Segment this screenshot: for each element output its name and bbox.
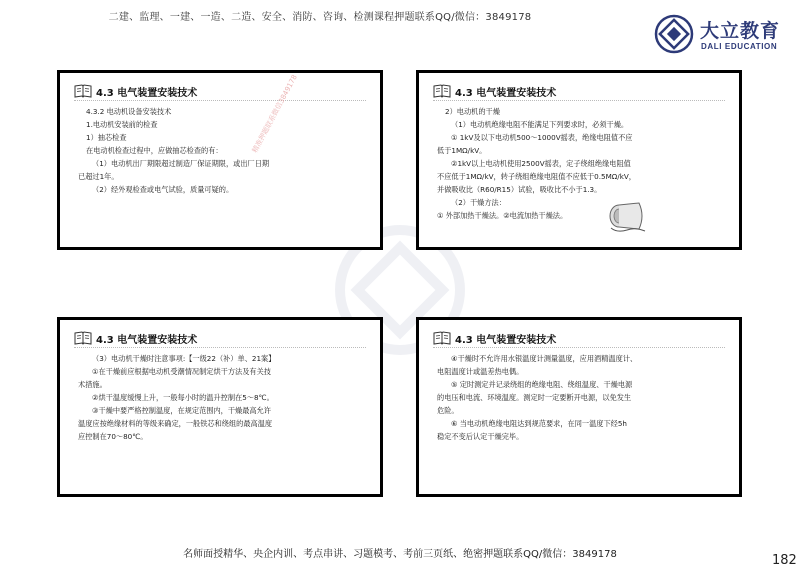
slide-body [437, 352, 729, 443]
slide-card-2 [416, 70, 742, 250]
text-line: ①在干燥前应根据电动机受潮情况制定烘干方法及有关技 [92, 367, 271, 376]
text-line: 应控制在70～80℃。 [78, 432, 148, 441]
text-line: （1）电动机出厂期限超过制造厂保证期限，或出厂日期 [92, 159, 270, 168]
text-line: ① 外部加热干燥法。②电流加热干燥法。 [437, 211, 568, 220]
dali-logo-icon [654, 14, 694, 54]
logo-chinese-name: 大立教育 [700, 20, 781, 42]
slide-divider [433, 347, 725, 348]
text-line: 危险。 [437, 406, 459, 415]
text-line: ① 1kV及以下电动机500～1000V摇表，绝缘电阻值不应 [451, 133, 633, 142]
slide-divider [74, 347, 366, 348]
slide-title: 4.3 电气装置安装技术 [455, 334, 557, 346]
slide-card-4 [416, 317, 742, 497]
text-line: 1）抽芯检查 [86, 133, 127, 142]
slide-header [74, 330, 197, 346]
text-line: 并做吸收比（R60/R15）试验，吸收比不小于1.3。 [437, 185, 602, 194]
text-line: ②1kV以上电动机使用2500V摇表，定子绕组绝缘电阻值 [451, 159, 631, 168]
text-line: 温度应按绝缘材料的等级来确定，一般铁芯和绕组的最高温度 [78, 419, 273, 428]
text-line: 1.电动机安装前的检查 [86, 120, 158, 129]
text-line: ⑤ 定时测定并记录绕组的绝缘电阻、绕组温度、干燥电源 [451, 380, 633, 389]
slide-header [433, 330, 556, 346]
watermark-text: 精准押题联系微信3849178 [250, 73, 299, 155]
page-number: 182 [772, 553, 797, 568]
text-line: （2）干燥方法： [451, 198, 506, 207]
logo [654, 14, 784, 58]
bottom-banner: 名师面授精华、央企内训、考点串讲、习题模考、考前三页纸、绝密押题联系QQ/微信：3849178 [183, 549, 617, 560]
text-line: ②烘干温度缓慢上升，一般每小时的温升控制在5～8℃。 [92, 393, 274, 402]
text-line: （3）电动机干燥时注意事项:【一级22（补）单、21案】 [92, 354, 276, 363]
motor-drying-illustration-icon [605, 200, 649, 234]
slide-body [78, 105, 370, 196]
slide-divider [74, 100, 366, 101]
slide-title: 4.3 电气装置安装技术 [96, 334, 198, 346]
book-icon [433, 331, 451, 345]
slide-card-1 [57, 70, 383, 250]
text-line: 的电压和电流、环境温度。测定时一定要断开电源，以免发生 [437, 393, 632, 402]
text-line: 低于1MΩ/kV。 [437, 146, 487, 155]
book-icon [74, 84, 92, 98]
text-line: 已超过1年。 [78, 172, 119, 181]
top-banner: 二建、监理、一建、一造、二造、安全、消防、咨询、检测课程押题联系QQ/微信：3849178 [108, 12, 532, 23]
text-line: ④干燥时不允许用水银温度计测量温度，应用酒精温度计、 [451, 354, 638, 363]
slide-divider [433, 100, 725, 101]
text-line: 不应低于1MΩ/kV，转子绕组绝缘电阻值不应低于0.5MΩ/kV， [437, 172, 636, 181]
slide-card-3 [57, 317, 383, 497]
text-line: （2）经外观检查或电气试验，质量可疑的。 [92, 185, 234, 194]
slide-title: 4.3 电气装置安装技术 [455, 87, 557, 99]
text-line: ③干燥中要严格控制温度，在规定范围内，干燥最高允许 [92, 406, 271, 415]
text-line: （1）电动机绝缘电阻不能满足下列要求时，必须干燥。 [451, 120, 629, 129]
text-line: ⑥ 当电动机绝缘电阻达到规范要求，在同一温度下经5h [451, 419, 627, 428]
text-line: 稳定不变后认定干燥完毕。 [437, 432, 524, 441]
slide-body [437, 105, 729, 222]
slide-body [78, 352, 370, 443]
slide-title: 4.3 电气装置安装技术 [96, 87, 198, 99]
book-icon [74, 331, 92, 345]
text-line: 2）电动机的干燥 [445, 107, 500, 116]
logo-english-name: DALI EDUCATION [701, 42, 778, 51]
slide-header [74, 83, 197, 99]
book-icon [433, 84, 451, 98]
text-line: 术措施。 [78, 380, 107, 389]
text-line: 在电动机检查过程中，应做抽芯检查的有： [86, 146, 223, 155]
text-line: 4.3.2 电动机设备安装技术 [86, 107, 172, 116]
text-line: 电阻温度计或温差热电偶。 [437, 367, 524, 376]
slide-header [433, 83, 556, 99]
